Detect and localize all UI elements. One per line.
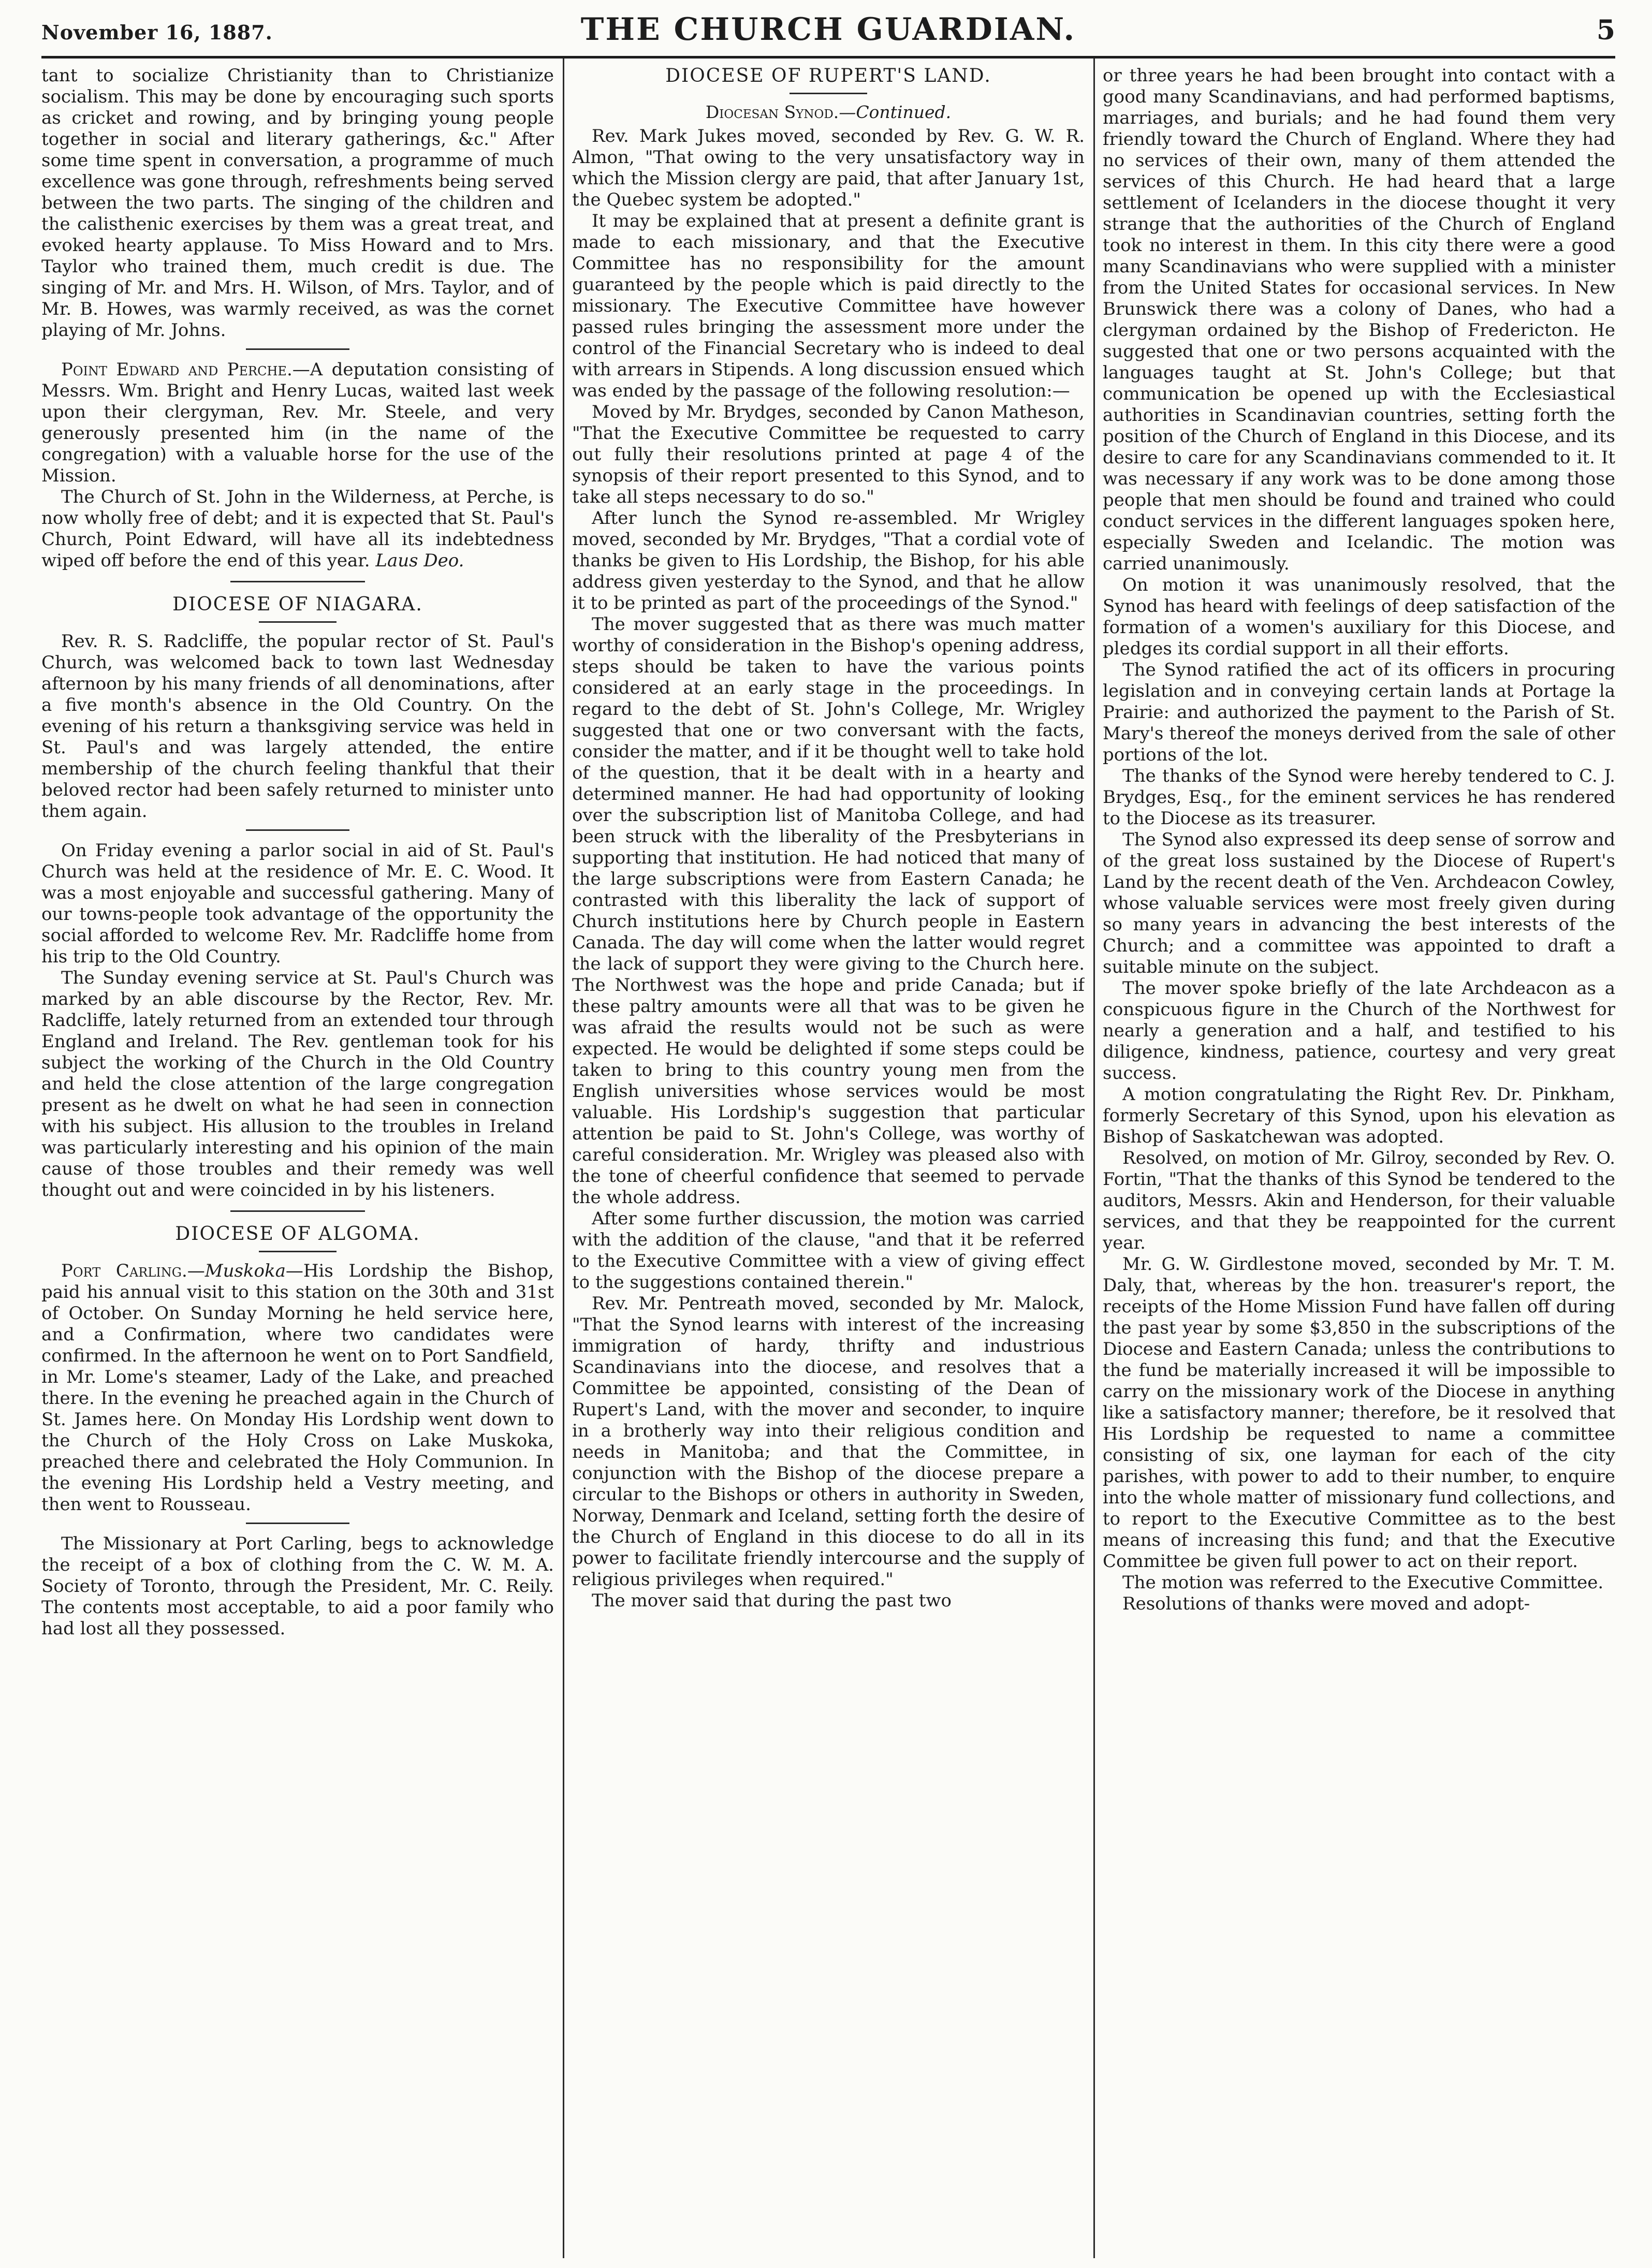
- article-paragraph: Rev. Mr. Pentreath moved, seconded by Mr. Malock, "That the Synod learns with interest of the increasing immigration of hardy, thrifty and industrious Scandinavians into the diocese, and resolves that a Committee be appointed, consisting of the Dean of Rupert's Land, with the mover and seconder, to inquire in a brotherly way into their religious condition and needs in Manitoba; and that the Committee, in conjunction with the Bishop of the diocese prepare a circular to the Bishops or others in authority in Sweden, Norway, Denmark and Iceland, setting forth the desire of the Church of England in this diocese to do all in its power to facilitate friendly intercourse and the supply of religious privileges when required.": [572, 1293, 1085, 1590]
- heading-rule: [259, 1251, 337, 1252]
- issue-date: November 16, 1887.: [41, 21, 273, 44]
- dateline: Point Edward and Perche.: [61, 359, 293, 380]
- article-paragraph: A motion congratulating the Right Rev. Dr. Pinkham, formerly Secretary of this Synod, upon his elevation as Bishop of Saskatchewan was adopted.: [1103, 1084, 1615, 1147]
- masthead: [41, 11, 1615, 53]
- article-paragraph: It may be explained that at present a definite grant is made to each missionary, and that the Executive Committee has no responsibility for the amount guaranteed by the people which is paid directly to the missionary. The Executive Committee have however passed rules bringing the assessment more under the control of the Financial Secretary who is indeed to deal with arrears in Stipends. A long discussion ensued which was ended by the passage of the following resolution:—: [572, 211, 1085, 401]
- subheading-continued: —Continued.: [839, 102, 952, 122]
- section-rule: [246, 1523, 349, 1524]
- article-paragraph: On Friday evening a parlor social in aid of St. Paul's Church was held at the residence of Mr. E. C. Wood. It was a most enjoyable and successful gathering. Many of our towns-people took advantage of the opportunity the social afforded to welcome Rev. Mr. Radcliffe home from his trip to the Old Country.: [41, 840, 554, 967]
- paragraph-text: —His Lordship the Bishop, paid his annual visit to this station on the 30th and 31st of October. On Sunday Morning he held service here, and a Confirmation, where two candidates were confirmed. In the afternoon he went on to Port Sandfield, in Mr. Lome's steamer, Lady of the Lake, and preached there. In the evening he preached again in the Church of St. James here. On Monday His Lordship went down to the Church of the Holy Cross on Lake Muskoka, preached there and celebrated the Holy Communion. In the evening His Lordship held a Vestry meeting, and then went to Rousseau.: [41, 1261, 554, 1515]
- article-paragraph: On motion it was unanimously resolved, that the Synod has heard with feelings of deep satisfaction of the formation of a women's auxiliary for this Diocese, and pledges its cordial support in all their efforts.: [1103, 575, 1615, 659]
- article-paragraph: tant to socialize Christianity than to Christianize socialism. This may be done by encouraging such sports as cricket and rowing, and by bringing young people together in social and literary gatherings, &c." After some time spent in conversation, a programme of much excellence was gone through, refreshments being served between the two parts. The singing of the children and the calisthenic exercises by them was a great treat, and evoked hearty applause. To Miss Howard and to Mrs. Taylor who trained them, much credit is due. The singing of Mr. and Mrs. H. Wilson, of Mrs. Taylor, and of Mr. B. Howes, was warmly received, as was the cornet playing of Mr. Johns.: [41, 65, 554, 341]
- masthead-rule: [41, 56, 1615, 58]
- column-divider-1: [563, 58, 564, 2258]
- article-paragraph: Rev. Mark Jukes moved, seconded by Rev. G. W. R. Almon, "That owing to the very unsatisfactory way in which the Mission clergy are paid, that after January 1st, the Quebec system be adopted.": [572, 126, 1085, 210]
- heading-rule: [790, 93, 867, 94]
- page-number: 5: [1596, 14, 1615, 46]
- column-2: [572, 65, 1085, 2260]
- article-paragraph: The motion was referred to the Executive Committee.: [1122, 1572, 1604, 1593]
- section-heading: DIOCESE OF ALGOMA.: [175, 1223, 420, 1245]
- section-heading: DIOCESE OF RUPERT'S LAND.: [665, 65, 991, 86]
- article-paragraph: The Missionary at Port Carling, begs to acknowledge the receipt of a box of clothing from the C. W. M. A. Society of Toronto, through the President, Mr. C. Reily. The contents most acceptable, to aid a poor family who had lost all they possessed.: [41, 1533, 554, 1639]
- dateline-place: Muskoka: [204, 1261, 286, 1281]
- article-paragraph: After some further discussion, the motion was carried with the addition of the clause, "and that it be referred to the Executive Committee with a view of giving effect to the suggestions contained therein.": [572, 1208, 1085, 1293]
- paragraph-text: The Church of St. John in the Wilderness, at Perche, is now wholly free of debt; and it is expected that St. Paul's Church, Point Edward, will have all its indebtedness wiped off before the end of this year.: [41, 487, 554, 571]
- article-paragraph: The mover spoke briefly of the late Archdeacon as a conspicuous figure in the Church of the Northwest for nearly a generation and a half, and testified to his diligence, kindness, patience, courtesy and very great success.: [1103, 978, 1615, 1084]
- closing-phrase: Laus Deo.: [375, 550, 464, 571]
- column-divider-2: [1093, 58, 1095, 2258]
- article-paragraph: The Sunday evening service at St. Paul's Church was marked by an able discourse by the Rector, Rev. Mr. Radcliffe, lately returned from an extended tour through England and Ireland. The Rev. gentleman took for his subject the working of the Church in the Old Country and held the close attention of the large congregation present as he dwelt on what he had seen in connection with his subject. His allusion to the troubles in Ireland was particularly interesting and his opinion of the main cause of those troubles and their remedy was well thought out and were coincided in by his listeners.: [41, 968, 554, 1201]
- section-rule: [246, 829, 349, 831]
- column-3: [1103, 65, 1615, 2260]
- section-subheading: [572, 101, 1085, 123]
- article-paragraph: Moved by Mr. Brydges, seconded by Canon Matheson, "That the Executive Committee be requested to carry out fully their resolutions printed at page 4 of the synopsis of their report presented to this Synod, and to take all steps necessary to do so.": [572, 402, 1085, 507]
- section-rule: [230, 581, 365, 582]
- article-paragraph: Mr. G. W. Girdlestone moved, seconded by Mr. T. M. Daly, that, whereas by the hon. treasurer's report, the receipts of the Home Mission Fund have fallen off during the past year by some $3,850 in the subscriptions of the Diocese and Eastern Canada; unless the contributions to the fund be materially increased it will be impossible to carry on the missionary work of the Diocese in anything like a satisfactory manner; therefore, be it resolved that His Lordship be requested to name a committee consisting of six, one layman for each of the city parishes, with power to add to their number, to enquire into the whole matter of missionary fund collections, and to report to the Executive Committee as to the best means of increasing this fund; and that the Executive Committee be given full power to act on their report.: [1103, 1254, 1615, 1572]
- article-paragraph: The thanks of the Synod were hereby tendered to C. J. Brydges, Esq., for the eminent services he has rendered to the Diocese as its treasurer.: [1103, 766, 1615, 829]
- article-paragraph: Resolutions of thanks were moved and adopt-: [1122, 1593, 1530, 1614]
- article-paragraph: The Synod ratified the act of its officers in procuring legislation and in conveying certain lands at Portage la Prairie: and authorized the payment to the Parish of St. Mary's thereof the moneys derived from the sale of other portions of the lot.: [1103, 660, 1615, 765]
- article-paragraph: The mover said that during the past two: [592, 1590, 952, 1611]
- article-paragraph: After lunch the Synod re-assembled. Mr Wrigley moved, seconded by Mr. Brydges, "That a cordial vote of thanks be given to His Lordship, the Bishop, for his able address given yesterday to the Synod, and that he allow it to be printed as part of the proceedings of the Synod.": [572, 508, 1085, 613]
- article-paragraph: [41, 487, 554, 572]
- article-paragraph: Port Carling.—Muskoka—His Lordship the Bishop, paid his annual visit to this station on the 30th and 31st of October. On Sunday Morning he held service here, and a Confirmation, where two candidates were confirmed. In the afternoon he went on to Port Sandfield, in Mr. Lome's steamer, Lady of the Lake, and preached there. In the evening he preached again in the Church of St. James here. On Monday His Lordship went down to the Church of the Holy Cross on Lake Muskoka, preached there and celebrated the Holy Communion. In the evening His Lordship held a Vestry meeting, and then went to Rousseau.: [41, 1261, 554, 1515]
- article-paragraph: The mover suggested that as there was much matter worthy of consideration in the Bishop's opening address, steps should be taken to have the various points considered at an early stage in the proceedings. In regard to the debt of St. John's College, Mr. Wrigley suggested that one or two conversant with the facts, consider the matter, and if it be thought well to take hold of the question, that it be dealt with in a hearty and determined manner. He had had opportunity of looking over the subscription list of Manitoba College, and had been struck with the liberality of the Presbyterians in supporting that institution. He had noticed that many of the large subscriptions were from Eastern Canada; he contrasted with this liberality the lack of support of Church institutions here by Church people in Eastern Canada. The day will come when the latter would regret the lack of support they were giving to the Church here. The Northwest was the hope and pride Canada; but if these paltry amounts were all that was to be given he was afraid the results would not be such as were expected. He would be delighted if some steps could be taken to bring to this country young men from the English universities whose services would be most valuable. His Lordship's suggestion that particular attention be paid to St. John's College, was worthy of careful consideration. Mr. Wrigley was pleased also with the tone of cheerful confidence that seemed to pervade the whole address.: [572, 614, 1085, 1208]
- section-rule: [230, 1210, 365, 1212]
- article-paragraph: Resolved, on motion of Mr. Gilroy, seconded by Rev. O. Fortin, "That the thanks of this Synod be tendered to the auditors, Messrs. Akin and Henderson, for their valuable services, and that they be reappointed for the current year.: [1103, 1148, 1615, 1253]
- newspaper-title: THE CHURCH GUARDIAN.: [580, 11, 1076, 48]
- section-heading: DIOCESE OF NIAGARA.: [172, 594, 423, 615]
- article-paragraph: Rev. R. S. Radcliffe, the popular rector of St. Paul's Church, was welcomed back to town last Wednesday afternoon by his many friends of all denominations, after a five month's absence in the Old Country. On the evening of his return a thanksgiving service was held in St. Paul's and was largely attended, the entire membership of the church feeling thankful that their beloved rector had been safely returned to minister unto them again.: [41, 631, 554, 822]
- column-1: [41, 65, 554, 2260]
- paragraph-text: —A deputation consisting of Messrs. Wm. Bright and Henry Lucas, waited last week upon their clergyman, Rev. Mr. Steele, and very generously presented him (in the name of the congregation) with a valuable horse for the use of the Mission.: [41, 359, 554, 486]
- article-paragraph: or three years he had been brought into contact with a good many Scandinavians, and had performed baptisms, marriages, and burials; and he had found them very friendly toward the Church of England. Where they had no services of their own, many of them attended the services of this Church. He had heard that a large settlement of Icelanders in the diocese thought it very strange that the authorities of the Church of England took no interest in them. In this city there were a good many Scandinavians who were supplied with a minister from the United States for occasional services. In New Brunswick there was a colony of Danes, who had a clergyman ordained by the Bishop of Fredericton. He suggested that one or two persons acquainted with the languages taught at St. John's College; but that communication be opened up with the Ecclesiastical authorities in Scandinavian countries, setting forth the position of the Church of England in this Diocese, and its desire to care for any Scandinavians commended to it. It was necessary if any work was to be done among those people that men should be found and trained who could conduct services in the different languages spoken here, especially Sweden and Icelandic. The motion was carried unanimously.: [1103, 65, 1615, 574]
- dateline: Port Carling.: [61, 1261, 187, 1281]
- article-paragraph: [41, 359, 554, 487]
- heading-rule: [259, 621, 337, 623]
- article-paragraph: The Synod also expressed its deep sense of sorrow and of the great loss sustained by the Diocese of Rupert's Land by the recent death of the Ven. Archdeacon Cowley, whose valuable services were most freely given during so many years in advancing the best interests of the Church; and a committee was appointed to draft a suitable minute on the subject.: [1103, 829, 1615, 977]
- section-rule: [246, 348, 349, 350]
- subheading-lead: Diocesan Synod.: [705, 102, 839, 122]
